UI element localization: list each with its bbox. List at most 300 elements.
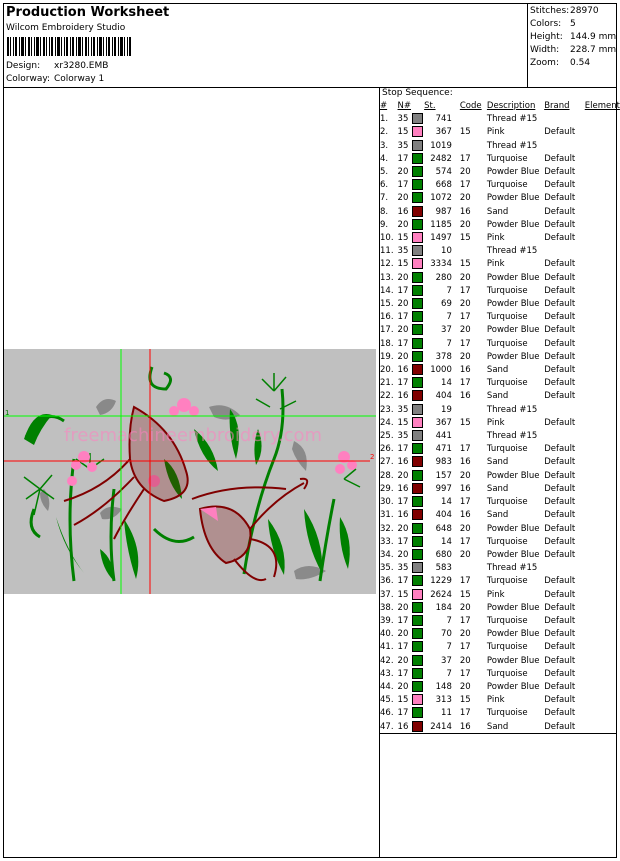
cell-element <box>585 575 620 588</box>
cell-swatch <box>411 430 424 443</box>
color-swatch <box>412 496 423 507</box>
cell-element <box>585 496 620 509</box>
cell-element <box>585 311 620 324</box>
cell-stitches: 7 <box>446 642 452 653</box>
cell-index: 47. <box>380 721 394 732</box>
cell-needle: 17 <box>397 338 409 349</box>
cell-code: 16 <box>459 721 471 732</box>
cell-code: 20 <box>459 549 471 560</box>
table-row <box>380 324 620 337</box>
cell-description: Turquoise <box>486 576 528 587</box>
cell-needle: 35 <box>397 404 409 415</box>
cell-swatch <box>411 549 424 562</box>
cell-code: 20 <box>459 655 471 666</box>
stat-label: Height: <box>530 32 563 42</box>
table-row <box>380 245 620 258</box>
cell-swatch <box>411 364 424 377</box>
cell-code <box>456 245 487 258</box>
stat-value: 228.7 mm <box>570 45 617 55</box>
cell-description: Turquoise <box>486 338 528 349</box>
cell-swatch <box>411 338 424 351</box>
cell-brand: Default <box>544 206 576 217</box>
cell-needle: 16 <box>397 510 409 521</box>
cell-needle: 17 <box>397 285 409 296</box>
cell-index: 37. <box>380 589 394 600</box>
cell-swatch <box>411 126 424 139</box>
cell-stitches: 997 <box>435 483 452 494</box>
table-row <box>380 562 620 575</box>
cell-code: 20 <box>459 193 471 204</box>
cell-code: 17 <box>459 338 471 349</box>
cell-stitches: 441 <box>435 431 452 442</box>
cell-brand: Default <box>544 180 576 191</box>
stat-label: Zoom: <box>530 58 559 68</box>
cell-element <box>585 298 620 311</box>
table-row <box>380 232 620 245</box>
cell-index: 38. <box>380 602 394 613</box>
cell-description: Thread #15 <box>486 563 538 574</box>
cell-needle: 16 <box>397 206 409 217</box>
stat-row <box>530 57 616 70</box>
color-swatch <box>412 668 423 679</box>
cell-description: Powder Blue <box>486 629 540 640</box>
cell-swatch <box>411 404 424 417</box>
cell-description: Powder Blue <box>486 602 540 613</box>
cell-element <box>585 338 620 351</box>
stat-label: Width: <box>530 45 560 55</box>
cell-index: 5. <box>380 167 389 178</box>
cell-index: 14. <box>380 285 394 296</box>
cell-code: 17 <box>459 497 471 508</box>
cell-description: Powder Blue <box>486 523 540 534</box>
cell-element <box>585 364 620 377</box>
col-header-swatch <box>411 100 424 113</box>
cell-description: Powder Blue <box>486 219 540 230</box>
cell-code: 17 <box>459 378 471 389</box>
cell-description: Pink <box>486 233 505 244</box>
cell-needle: 15 <box>397 589 409 600</box>
cell-stitches: 7 <box>446 668 452 679</box>
col-header-needle: N# <box>397 101 412 111</box>
cell-needle: 16 <box>397 483 409 494</box>
cell-swatch <box>411 694 424 707</box>
color-swatch <box>412 655 423 666</box>
cell-element <box>585 206 620 219</box>
cell-stitches: 14 <box>441 536 452 547</box>
cell-element <box>585 681 620 694</box>
cell-index: 31. <box>380 510 394 521</box>
cell-stitches: 1072 <box>430 193 452 204</box>
cell-swatch <box>411 311 424 324</box>
cell-code: 17 <box>459 285 471 296</box>
cell-description: Turquoise <box>486 312 528 323</box>
cell-swatch <box>411 496 424 509</box>
color-swatch <box>412 285 423 296</box>
cell-index: 20. <box>380 365 394 376</box>
cell-brand: Default <box>544 127 576 138</box>
cell-index: 6. <box>380 180 389 191</box>
color-swatch <box>412 536 423 547</box>
cell-stitches: 367 <box>435 127 452 138</box>
cell-needle: 20 <box>397 325 409 336</box>
cell-needle: 20 <box>397 470 409 481</box>
cell-description: Powder Blue <box>486 470 540 481</box>
color-swatch <box>412 377 423 388</box>
cell-index: 23. <box>380 404 394 415</box>
cell-description: Sand <box>486 365 509 376</box>
cell-needle: 20 <box>397 655 409 666</box>
cell-brand: Default <box>544 523 576 534</box>
cell-needle: 16 <box>397 365 409 376</box>
cell-brand: Default <box>544 417 576 428</box>
cell-needle: 35 <box>397 431 409 442</box>
cell-description: Pink <box>486 695 505 706</box>
table-row <box>380 681 620 694</box>
stop-sequence-table <box>380 100 620 734</box>
cell-brand: Default <box>544 470 576 481</box>
cell-code: 17 <box>459 312 471 323</box>
cell-needle: 15 <box>397 233 409 244</box>
color-swatch <box>412 483 423 494</box>
cell-brand: Default <box>544 167 576 178</box>
table-row <box>380 417 620 430</box>
cell-brand: Default <box>544 589 576 600</box>
cell-brand: Default <box>544 325 576 336</box>
cell-description: Pink <box>486 589 505 600</box>
cell-needle: 15 <box>397 127 409 138</box>
cell-code: 15 <box>459 259 471 270</box>
cell-index: 7. <box>380 193 389 204</box>
cell-index: 1. <box>380 114 389 125</box>
cell-needle: 17 <box>397 312 409 323</box>
color-swatch <box>412 589 423 600</box>
cell-description: Turquoise <box>486 642 528 653</box>
cell-description: Sand <box>486 721 509 732</box>
cell-index: 16. <box>380 312 394 323</box>
cell-description: Powder Blue <box>486 549 540 560</box>
col-header-brand: Brand <box>544 101 570 111</box>
cell-brand: Default <box>544 457 576 468</box>
cell-needle: 17 <box>397 497 409 508</box>
cell-stitches: 2414 <box>430 721 452 732</box>
color-swatch <box>412 192 423 203</box>
cell-index: 24. <box>380 417 394 428</box>
table-row <box>380 483 620 496</box>
color-swatch <box>412 602 423 613</box>
table-row <box>380 258 620 271</box>
cell-swatch <box>411 206 424 219</box>
cell-code: 20 <box>459 602 471 613</box>
cell-code: 16 <box>459 206 471 217</box>
table-row <box>380 523 620 536</box>
table-row <box>380 496 620 509</box>
cell-description: Sand <box>486 391 509 402</box>
cell-swatch <box>411 390 424 403</box>
header-divider <box>3 87 617 88</box>
cell-index: 17. <box>380 325 394 336</box>
cell-index: 4. <box>380 153 389 164</box>
cell-code: 17 <box>459 708 471 719</box>
cell-description: Pink <box>486 259 505 270</box>
cell-stitches: 14 <box>441 497 452 508</box>
cell-index: 26. <box>380 444 394 455</box>
cell-stitches: 2624 <box>430 589 452 600</box>
cell-code: 20 <box>459 351 471 362</box>
cell-stitches: 741 <box>435 114 452 125</box>
stat-value: 5 <box>570 19 576 29</box>
table-row <box>380 285 620 298</box>
cell-description: Powder Blue <box>486 681 540 692</box>
cell-stitches: 7 <box>446 312 452 323</box>
cell-code <box>456 140 487 153</box>
color-swatch <box>412 206 423 217</box>
col-header-code: Code <box>459 101 482 111</box>
cell-needle: 35 <box>397 563 409 574</box>
color-swatch <box>412 721 423 732</box>
col-header-index: # <box>380 101 388 111</box>
table-row <box>380 509 620 522</box>
color-swatch <box>412 443 423 454</box>
cell-swatch <box>411 509 424 522</box>
color-swatch <box>412 404 423 415</box>
cell-needle: 17 <box>397 378 409 389</box>
cell-stitches: 471 <box>435 444 452 455</box>
color-swatch <box>412 417 423 428</box>
cell-needle: 15 <box>397 695 409 706</box>
cell-code <box>456 562 487 575</box>
barcode <box>7 37 131 56</box>
table-row <box>380 589 620 602</box>
cell-stitches: 148 <box>435 681 452 692</box>
cell-description: Thread #15 <box>486 404 538 415</box>
cell-brand <box>544 245 585 258</box>
table-header-row <box>380 100 620 113</box>
cell-index: 25. <box>380 431 394 442</box>
cell-stitches: 10 <box>441 246 452 257</box>
cell-stitches: 367 <box>435 417 452 428</box>
cell-needle: 20 <box>397 681 409 692</box>
color-swatch <box>412 324 423 335</box>
cell-needle: 17 <box>397 668 409 679</box>
cell-stitches: 583 <box>435 563 452 574</box>
cell-needle: 35 <box>397 114 409 125</box>
cell-index: 32. <box>380 523 394 534</box>
cell-stitches: 404 <box>435 391 452 402</box>
table-row <box>380 179 620 192</box>
table-row <box>380 707 620 720</box>
cell-swatch <box>411 602 424 615</box>
cell-element <box>585 523 620 536</box>
table-row <box>380 615 620 628</box>
cell-code: 20 <box>459 299 471 310</box>
color-swatch <box>412 338 423 349</box>
cell-code: 20 <box>459 629 471 640</box>
cell-brand: Default <box>544 708 576 719</box>
cell-element <box>585 179 620 192</box>
cell-stitches: 184 <box>435 602 452 613</box>
cell-code <box>456 430 487 443</box>
table-row <box>380 602 620 615</box>
cell-code: 16 <box>459 365 471 376</box>
cell-element <box>585 470 620 483</box>
stat-row <box>530 18 616 31</box>
cell-stitches: 157 <box>435 470 452 481</box>
cell-stitches: 1019 <box>430 140 452 151</box>
cell-needle: 16 <box>397 391 409 402</box>
cell-description: Thread #15 <box>486 246 538 257</box>
cell-brand <box>544 113 585 126</box>
cell-description: Turquoise <box>486 497 528 508</box>
cell-code: 16 <box>459 510 471 521</box>
cell-needle: 15 <box>397 417 409 428</box>
cell-index: 8. <box>380 206 389 217</box>
cell-code: 15 <box>459 233 471 244</box>
table-row <box>380 272 620 285</box>
cell-swatch <box>411 298 424 311</box>
cell-needle: 20 <box>397 167 409 178</box>
cell-stitches: 70 <box>441 629 452 640</box>
cell-brand: Default <box>544 391 576 402</box>
table-row <box>380 456 620 469</box>
color-swatch <box>412 430 423 441</box>
color-swatch <box>412 390 423 401</box>
cell-element <box>585 509 620 522</box>
table-row <box>380 377 620 390</box>
cell-code <box>456 404 487 417</box>
cell-brand: Default <box>544 233 576 244</box>
cell-description: Thread #15 <box>486 431 538 442</box>
cell-swatch <box>411 179 424 192</box>
cell-element <box>585 377 620 390</box>
table-row <box>380 126 620 139</box>
cell-needle: 20 <box>397 351 409 362</box>
cell-brand: Default <box>544 695 576 706</box>
stat-label: Colors: <box>530 19 562 29</box>
cell-stitches: 69 <box>441 299 452 310</box>
table-row <box>380 311 620 324</box>
cell-brand: Default <box>544 365 576 376</box>
cell-brand: Default <box>544 536 576 547</box>
cell-swatch <box>411 113 424 126</box>
cell-stitches: 680 <box>435 549 452 560</box>
cell-description: Powder Blue <box>486 655 540 666</box>
cell-stitches: 983 <box>435 457 452 468</box>
cell-index: 28. <box>380 470 394 481</box>
cell-index: 30. <box>380 497 394 508</box>
cell-description: Turquoise <box>486 285 528 296</box>
cell-brand: Default <box>544 510 576 521</box>
cell-brand: Default <box>544 655 576 666</box>
cell-element <box>585 351 620 364</box>
cell-brand: Default <box>544 668 576 679</box>
cell-stitches: 7 <box>446 338 452 349</box>
cell-code: 20 <box>459 219 471 230</box>
cell-brand <box>544 430 585 443</box>
cell-swatch <box>411 536 424 549</box>
color-swatch <box>412 681 423 692</box>
cell-index: 39. <box>380 615 394 626</box>
cell-element <box>585 219 620 232</box>
color-swatch <box>412 615 423 626</box>
cell-stitches: 280 <box>435 272 452 283</box>
col-header-stitches: St. <box>424 101 436 111</box>
cell-brand: Default <box>544 549 576 560</box>
cell-description: Sand <box>486 206 509 217</box>
cell-needle: 16 <box>397 457 409 468</box>
cell-stitches: 1185 <box>430 219 452 230</box>
cell-swatch <box>411 562 424 575</box>
cell-swatch <box>411 628 424 641</box>
table-row <box>380 655 620 668</box>
cell-needle: 15 <box>397 259 409 270</box>
cell-description: Turquoise <box>486 668 528 679</box>
cell-brand: Default <box>544 338 576 349</box>
cell-index: 36. <box>380 576 394 587</box>
cell-element <box>585 404 620 417</box>
cell-needle: 16 <box>397 721 409 732</box>
cell-brand: Default <box>544 259 576 270</box>
cell-code: 17 <box>459 615 471 626</box>
table-row <box>380 536 620 549</box>
cell-needle: 35 <box>397 246 409 257</box>
cell-element <box>585 153 620 166</box>
cell-brand <box>544 140 585 153</box>
cell-needle: 20 <box>397 219 409 230</box>
color-swatch <box>412 470 423 481</box>
col-header-description: Description <box>486 101 536 111</box>
cell-swatch <box>411 153 424 166</box>
cell-description: Sand <box>486 510 509 521</box>
cell-swatch <box>411 324 424 337</box>
cell-stitches: 987 <box>435 206 452 217</box>
table-row <box>380 721 620 734</box>
table-row <box>380 153 620 166</box>
cell-stitches: 19 <box>441 404 452 415</box>
cell-code: 17 <box>459 153 471 164</box>
color-swatch <box>412 523 423 534</box>
cell-index: 10. <box>380 233 394 244</box>
cell-index: 19. <box>380 351 394 362</box>
cell-swatch <box>411 668 424 681</box>
table-row <box>380 113 620 126</box>
cell-swatch <box>411 272 424 285</box>
cell-index: 3. <box>380 140 389 151</box>
cell-element <box>585 589 620 602</box>
cell-brand: Default <box>544 193 576 204</box>
cell-description: Turquoise <box>486 708 528 719</box>
cell-code: 16 <box>459 457 471 468</box>
color-swatch <box>412 153 423 164</box>
axis-label-1: 1 <box>5 409 10 417</box>
cell-stitches: 11 <box>441 708 452 719</box>
cell-index: 33. <box>380 536 394 547</box>
cell-code: 16 <box>459 391 471 402</box>
cell-code: 20 <box>459 523 471 534</box>
cell-code <box>456 113 487 126</box>
cell-swatch <box>411 721 424 734</box>
cell-code: 15 <box>459 695 471 706</box>
table-row <box>380 641 620 654</box>
cell-element <box>585 258 620 271</box>
cell-description: Turquoise <box>486 615 528 626</box>
page-title: Production Worksheet <box>6 5 170 20</box>
cell-swatch <box>411 377 424 390</box>
cell-swatch <box>411 575 424 588</box>
cell-brand: Default <box>544 219 576 230</box>
cell-brand: Default <box>544 602 576 613</box>
cell-swatch <box>411 641 424 654</box>
cell-index: 42. <box>380 655 394 666</box>
